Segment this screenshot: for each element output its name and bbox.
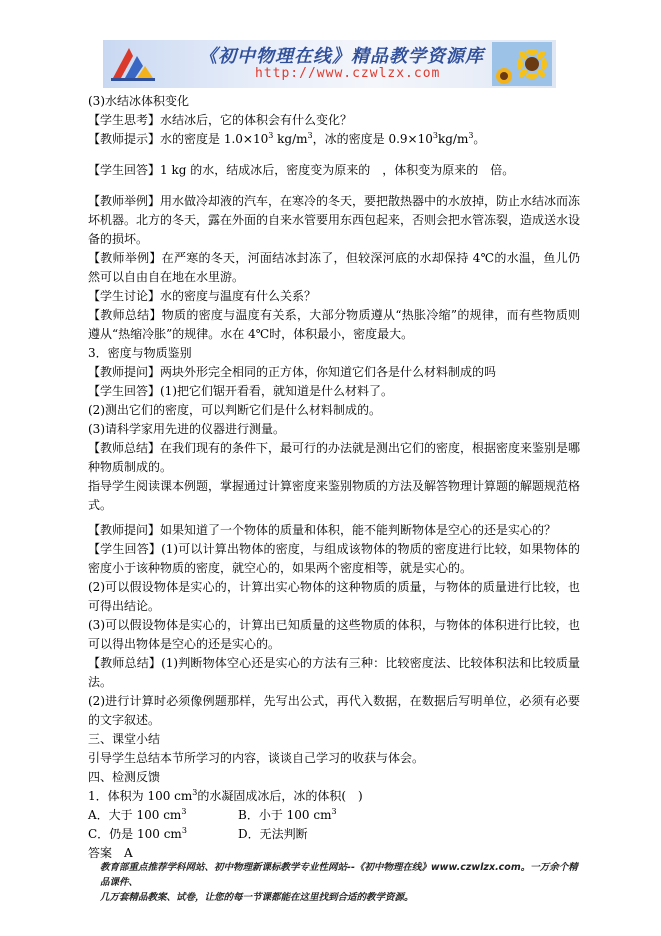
teacher-question-1: 【教师提问】两块外形完全相同的正方体，你知道它们各是什么材料制成的吗 bbox=[88, 365, 497, 379]
option-c: C．仍是 100 $cm^3$ bbox=[88, 826, 187, 841]
student-answer: 【学生回答】1 kg 的水，结成冰后，密度变为原来的 ，体积变为原来的 倍。 bbox=[88, 163, 515, 177]
header-banner bbox=[103, 40, 556, 88]
teacher-summary-4: (2)进行计算时必须像例题那样，先写出公式，再代入数据，在数据后写明单位，必须有必要的文字叙述。 bbox=[88, 694, 580, 727]
banner-url[interactable]: http://www.czwlzx.com bbox=[255, 66, 441, 81]
quiz-answer: 答案 A bbox=[88, 846, 133, 860]
student-discussion: 【学生讨论】水的密度与温度有什么关系？ bbox=[88, 289, 317, 303]
page-footer bbox=[100, 860, 580, 905]
sunflower-icon bbox=[492, 42, 552, 86]
student-answer-3: 【学生回答】(1)可以计算出物体的密度，与组成该物体的物质的密度进行比较，如果物体的密度小于该种物质的密度，就空心的，如果两个密度相等，就是实心的。 bbox=[88, 542, 580, 575]
site-logo-icon bbox=[109, 44, 157, 84]
footer-line-1: 教育部重点推荐学科网站、初中物理新课标教学专业性网站--《初中物理在线》www.czwlzx.com。一万余个精品课件、 bbox=[100, 862, 578, 888]
answer-method-2: (2)可以假设物体是实心的，计算出实心物体的这种物质的质量，与物体的质量进行比较，也可得出结论。 bbox=[88, 580, 580, 613]
subsection-heading: 3．密度与物质鉴别 bbox=[88, 346, 192, 360]
banner-title: 《初中物理在线》精品教学资源库 bbox=[199, 46, 484, 67]
teacher-hint: 【教师提示】水的密度是 $1.0\times 10^3$ $kg/m^3$，冰的密度是 $0.9\times 10^3kg/m^3$。 bbox=[88, 131, 486, 146]
feedback-heading: 四、检测反馈 bbox=[88, 770, 161, 784]
teacher-summary-2: 【教师总结】在我们现有的条件下，最可行的办法就是测出它们的密度，根据密度来鉴别是哪种物质制成的。 bbox=[88, 441, 581, 474]
teacher-summary-3: 【教师总结】(1)判断物体空心还是实心的方法有三种：比较密度法、比较体积法和比较质量法。 bbox=[88, 656, 580, 689]
teacher-question-2: 【教师提问】如果知道了一个物体的质量和体积，能不能判断物体是空心的还是实心的？ bbox=[88, 523, 557, 537]
class-summary-text: 引导学生总结本节所学习的内容，谈谈自己学习的收获与体会。 bbox=[88, 751, 425, 765]
quiz-options-row-2 bbox=[88, 825, 580, 844]
option-b: B．小于 100 $cm^3$ bbox=[238, 807, 337, 822]
teacher-summary-1: 【教师总结】物质的密度与温度有关系，大部分物质遵从“热胀冷缩”的规律，而有些物质则遵从“热缩冷胀”的规律。水在 4℃时，体积最小，密度最大。 bbox=[88, 308, 580, 341]
option-d: D．无法判断 bbox=[238, 827, 308, 841]
answer-item-3: (3)请科学家用先进的仪器进行测量。 bbox=[88, 422, 285, 436]
guidance-text: 指导学生阅读课本例题，掌握通过计算密度来鉴别物质的方法及解答物理计算题的解题规范格式。 bbox=[88, 479, 581, 512]
class-summary-heading: 三、课堂小结 bbox=[88, 732, 161, 746]
teacher-example-2: 【教师举例】在严寒的冬天，河面结冰封冻了，但较深河底的水却保持 4℃的水温，鱼儿仍然可以自由自在地在水里游。 bbox=[88, 251, 580, 284]
section-heading: (3)水结冰体积变化 bbox=[88, 94, 189, 108]
quiz-question: 1．体积为 100 $cm^3$的水凝固成冰后，冰的体积( ) bbox=[88, 788, 363, 803]
option-a: A．大于 100 $cm^3$ bbox=[88, 807, 187, 822]
teacher-example-1: 【教师举例】用水做冷却液的汽车，在寒冷的冬天，要把散热器中的水放掉，防止水结冰而冻坏机器。北方的冬天，露在外面的自来水管要用东西包起来，否则会把水管冻裂，造成送水设备的损坏。 bbox=[88, 194, 581, 246]
student-question: 【学生思考】水结冰后，它的体积会有什么变化？ bbox=[88, 113, 353, 127]
lesson-content bbox=[88, 92, 580, 863]
answer-method-3: (3)可以假设物体是实心的，计算出已知质量的这些物质的体积，与物体的体积进行比较，也可以得出物体是空心的还是实心的。 bbox=[88, 618, 580, 651]
quiz-options-row-1 bbox=[88, 806, 580, 825]
answer-item-2: (2)测出它们的密度，可以判断它们是什么材料制成的。 bbox=[88, 403, 382, 417]
footer-line-2: 几万套精品教案、试卷，让您的每一节课都能在这里找到合适的教学资源。 bbox=[100, 892, 414, 903]
student-answer-2: 【学生回答】(1)把它们锯开看看，就知道是什么材料了。 bbox=[88, 384, 394, 398]
